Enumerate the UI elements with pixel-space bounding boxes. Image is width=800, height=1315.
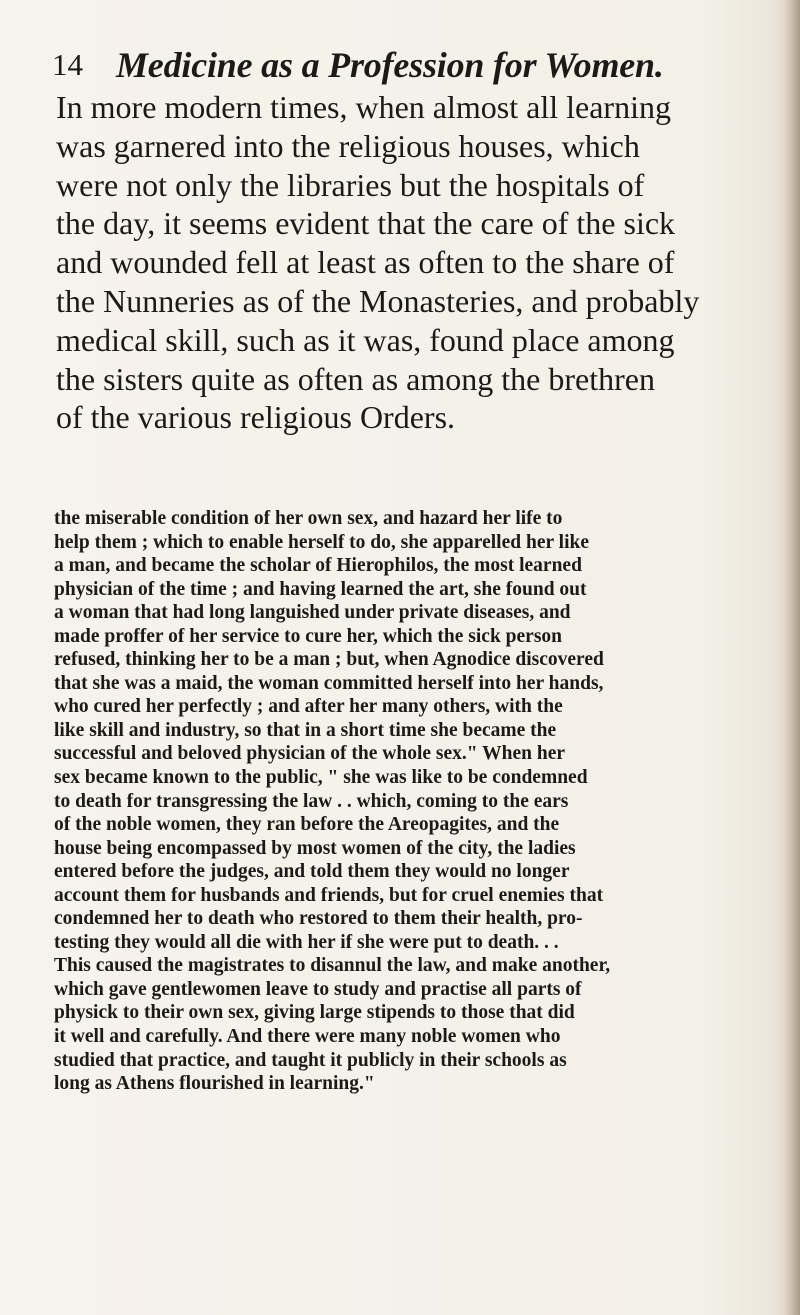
quote-text-line: sex became known to the public, " she was like to be condemned — [54, 767, 588, 789]
quote-text-line: like skill and industry, so that in a short time she became the — [54, 719, 557, 741]
quote-text-line: physick to their own sex, giving large stipends to those that did — [54, 1002, 575, 1024]
quote-text-line: physician of the time ; and having learned the art, she found out — [54, 578, 587, 600]
main-text-line: and wounded fell at least as often to the share of — [56, 244, 675, 281]
main-text-line: were not only the libraries but the hospitals of — [56, 166, 645, 203]
quote-text-line: help them ; which to enable herself to do, she apparelled her like — [54, 531, 589, 553]
main-text-line: In more modern times, when almost all learning — [56, 89, 671, 125]
quote-text-line: testing they would all die with her if she were put to death. . . — [54, 931, 559, 953]
page-edge-shadow — [784, 0, 800, 1315]
quote-text-line: entered before the judges, and told them they would no longer — [54, 861, 570, 883]
quote-text-line: studied that practice, and taught it publicly in their schools as — [54, 1049, 567, 1071]
quote-text-line: house being encompassed by most women of the city, the ladies — [54, 837, 576, 859]
quote-text-line: of the noble women, they ran before the Areopagites, and the — [54, 814, 560, 836]
main-text-line: the Nunneries as of the Monasteries, and probably — [56, 282, 700, 319]
quote-text-line: This caused the magistrates to disannul the law, and make another, — [54, 955, 611, 977]
quote-text-line: made proffer of her service to cure her, which the sick person — [54, 625, 563, 647]
quote-text-line: to death for transgressing the law . . which, coming to the ears — [54, 790, 569, 812]
quote-text-line: a man, and became the scholar of Hierophilos, the most learned — [54, 555, 582, 577]
quote-text-line: long as Athens flourished in learning." — [54, 1073, 375, 1095]
quote-text-line: account them for husbands and friends, but for cruel enemies that — [54, 884, 604, 906]
quote-text-line: who cured her perfectly ; and after her many others, with the — [54, 696, 563, 718]
main-paragraph — [56, 88, 776, 437]
quote-text-line: which gave gentlewomen leave to study and practise all parts of — [54, 978, 582, 1000]
running-title: Medicine as a Profession for Women. — [116, 45, 664, 85]
main-text-line: of the various religious Orders. — [56, 399, 456, 436]
main-text-line: the day, it seems evident that the care of the sick — [56, 205, 676, 242]
quote-text-line: successful and beloved physician of the whole sex." When her — [54, 743, 566, 765]
main-text-line: medical skill, such as it was, found place among — [56, 321, 675, 358]
quote-text-line: a woman that had long languished under private diseases, and — [54, 602, 571, 624]
page-header — [52, 45, 742, 89]
main-text-line: was garnered into the religious houses, which — [56, 127, 640, 164]
main-text-line: the sisters quite as often as among the brethren — [56, 360, 655, 397]
quoted-passage — [54, 507, 774, 1096]
quote-text-line: that she was a maid, the woman committed herself into her hands, — [54, 672, 604, 694]
quote-text-line: the miserable condition of her own sex, and hazard her life to — [54, 508, 563, 529]
quote-text-line: it well and carefully. And there were many noble women who — [54, 1026, 561, 1048]
page-number: 14 — [52, 47, 83, 82]
quote-text-line: condemned her to death who restored to them their health, pro- — [54, 908, 583, 930]
quote-text-line: refused, thinking her to be a man ; but, when Agnodice discovered — [54, 649, 604, 671]
